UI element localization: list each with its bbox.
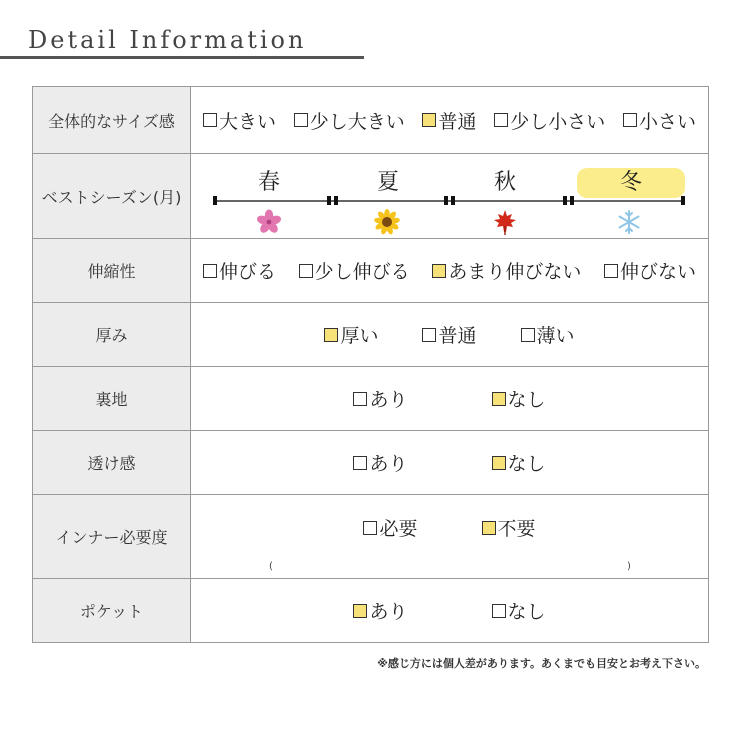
inner-paren-close: ) xyxy=(627,561,631,572)
sheer-option-group xyxy=(191,449,708,476)
checkbox-checked xyxy=(324,328,338,342)
stretch-option xyxy=(432,257,581,284)
thickness-option xyxy=(422,321,476,348)
checkbox xyxy=(492,604,506,618)
size-label: 全体的なサイズ感 xyxy=(33,87,191,154)
inner-paren-open: ( xyxy=(269,561,273,572)
pocket-option xyxy=(353,597,407,624)
option-label: 厚い xyxy=(340,325,379,347)
season-summer: 夏 xyxy=(376,170,399,195)
option-label: 普通 xyxy=(438,325,477,347)
checkbox xyxy=(203,264,217,278)
option-label: 小さい xyxy=(638,110,696,133)
lining-option xyxy=(353,385,407,412)
option-label: あり xyxy=(369,601,408,623)
stretch-option xyxy=(203,257,276,284)
season-scale xyxy=(191,154,708,238)
season-tick xyxy=(681,196,685,205)
pocket-option xyxy=(492,597,546,624)
table-row xyxy=(33,87,709,154)
checkbox xyxy=(294,113,308,127)
season-options xyxy=(191,154,709,239)
checkbox-checked xyxy=(492,456,506,470)
pocket-label: ポケット xyxy=(33,579,191,643)
table-row xyxy=(33,303,709,367)
stretch-options xyxy=(191,239,709,303)
thickness-option xyxy=(521,321,575,348)
stretch-option-group xyxy=(191,257,708,284)
checkbox xyxy=(521,328,535,342)
sheer-option xyxy=(353,449,407,476)
option-label: 少し伸びる xyxy=(314,261,410,283)
season-spring: 春 xyxy=(257,170,280,195)
checkbox xyxy=(353,392,367,406)
size-option xyxy=(422,107,476,134)
option-label: あまり伸びない xyxy=(448,261,582,283)
checkbox xyxy=(494,113,508,127)
lining-option xyxy=(492,385,546,412)
pocket-option-group xyxy=(191,597,708,624)
table-row xyxy=(33,495,709,579)
inner-label: インナー必要度 xyxy=(33,495,191,579)
option-label: 少し大きい xyxy=(309,110,405,133)
sunflower-icon xyxy=(373,208,401,236)
option-label: なし xyxy=(507,453,546,475)
season-tick xyxy=(327,196,331,205)
option-label: 必要 xyxy=(379,518,418,540)
sheer-option xyxy=(492,449,546,476)
inner-option-group xyxy=(191,514,708,541)
thickness-option xyxy=(324,321,378,348)
table-row xyxy=(33,367,709,431)
checkbox xyxy=(353,456,367,470)
table-row xyxy=(33,154,709,239)
checkbox xyxy=(422,328,436,342)
option-label: 不要 xyxy=(497,518,536,540)
size-option xyxy=(294,107,405,134)
option-label: 普通 xyxy=(438,110,477,133)
thickness-label: 厚み xyxy=(33,303,191,367)
option-label: なし xyxy=(507,389,546,411)
stretch-option xyxy=(299,257,410,284)
checkbox-checked xyxy=(422,113,436,127)
inner-option xyxy=(363,514,417,541)
pocket-options xyxy=(191,579,709,643)
table-row xyxy=(33,579,709,643)
checkbox xyxy=(203,113,217,127)
season-label: ベストシーズン(月) xyxy=(33,154,191,239)
sheer-options xyxy=(191,431,709,495)
size-option xyxy=(203,107,276,134)
lining-label: 裏地 xyxy=(33,367,191,431)
season-tick xyxy=(570,196,574,205)
checkbox-checked xyxy=(482,521,496,535)
checkbox xyxy=(623,113,637,127)
season-track-line xyxy=(215,200,684,202)
season-winter: 冬 xyxy=(577,168,685,198)
stretch-option xyxy=(604,257,696,284)
lining-option-group xyxy=(191,385,708,412)
option-label: 伸びない xyxy=(619,261,696,283)
size-options xyxy=(191,87,709,154)
size-option xyxy=(494,107,605,134)
sakura-flower-icon xyxy=(255,208,283,236)
sheer-label: 透け感 xyxy=(33,431,191,495)
header-underline xyxy=(0,56,364,59)
thickness-option-group xyxy=(191,321,708,348)
size-option xyxy=(623,107,696,134)
checkbox-checked xyxy=(492,392,506,406)
checkbox-checked xyxy=(353,604,367,618)
thickness-options xyxy=(191,303,709,367)
checkbox-checked xyxy=(432,264,446,278)
stretch-label: 伸縮性 xyxy=(33,239,191,303)
disclaimer-note: ※感じ方には個人差があります。あくまでも目安とお考え下さい。 xyxy=(377,657,706,670)
season-tick xyxy=(563,196,567,205)
option-label: あり xyxy=(369,389,408,411)
season-tick xyxy=(444,196,448,205)
checkbox xyxy=(363,521,377,535)
option-label: 少し小さい xyxy=(510,110,606,133)
option-label: あり xyxy=(369,453,408,475)
table-row xyxy=(33,431,709,495)
option-label: なし xyxy=(507,601,546,623)
header-title: Detail Information xyxy=(28,26,307,54)
inner-options xyxy=(191,495,709,579)
option-label: 大きい xyxy=(219,110,277,133)
checkbox xyxy=(299,264,313,278)
option-label: 薄い xyxy=(536,325,575,347)
inner-option xyxy=(482,514,536,541)
option-label: 伸びる xyxy=(219,261,277,283)
season-autumn: 秋 xyxy=(493,170,516,195)
checkbox xyxy=(604,264,618,278)
detail-table xyxy=(32,86,709,643)
maple-leaf-icon xyxy=(491,208,519,236)
lining-options xyxy=(191,367,709,431)
size-option-group xyxy=(191,107,708,134)
table-row xyxy=(33,239,709,303)
snowflake-icon xyxy=(615,208,643,236)
